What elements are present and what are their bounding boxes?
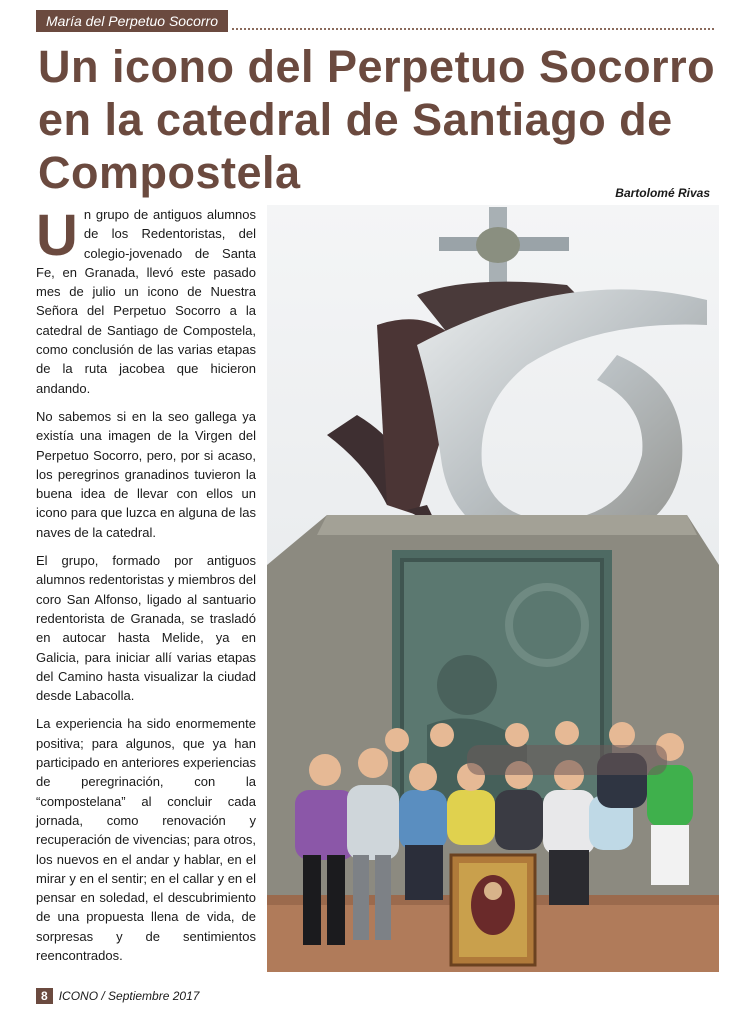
article-author: Bartolomé Rivas [615, 186, 710, 200]
drop-cap: U [36, 203, 78, 268]
header-dotted-rule [232, 28, 714, 30]
page-number: 8 [36, 988, 53, 1004]
pilgrims-photo [267, 205, 719, 972]
page-footer [36, 988, 199, 1004]
paragraph-3: El grupo, formado por antiguos alumnos redentoristas y miembros del coro San Alfonso, ligado al santuario redentorista de Granada, se trasladó en autocar hasta Melide, ya en Galicia, para iniciar allí varias etapas del Camino hasta visualizar la ciudad desde Labacolla. [36, 553, 256, 704]
paragraph-1-text: n grupo de antiguos alumnos de los Redentoristas, del colegio-jovenado de Santa Fe, en Granada, llevó este pasado mes de julio un icono de Nuestra Señora del Perpetuo Socorro a la catedral de Santiago de Compostela, como conclusión de las varias etapas de la ruta jacobea que hicieron andando. [36, 207, 256, 396]
section-tab: María del Perpetuo Socorro [36, 10, 228, 32]
paragraph-4: La experiencia ha sido enormemente positiva; para algunos, que ya han participado en anteriores experiencias de peregrinación, con la “compostelana” al concluir cada jornada, como renovación y recuperación de vivencias; para otros, los nuevos en el andar y hablar, en el mirar y en el sentir; en el callar y en el pensar en soledad, el descubrimiento de una propuesta llena de vida, de sorpresas y de sentimientos reencontrados. [36, 716, 256, 963]
publication-info: ICONO / Septiembre 2017 [58, 989, 200, 1003]
article-title: Un icono del Perpetuo Socorro en la catedral de Santiago de Compostela [38, 41, 716, 198]
pilgrims-monument-illustration [267, 205, 719, 972]
article-body [36, 205, 256, 974]
paragraph-1 [36, 205, 256, 398]
paragraph-2: No sabemos si en la seo gallega ya existía una imagen de la Virgen del Perpetuo Socorro, pero, por si acaso, los peregrinos granadinos tuvieron la buena idea de llevar con ellos un icono para que luzca en alguna de las naves de la catedral. [36, 408, 256, 540]
